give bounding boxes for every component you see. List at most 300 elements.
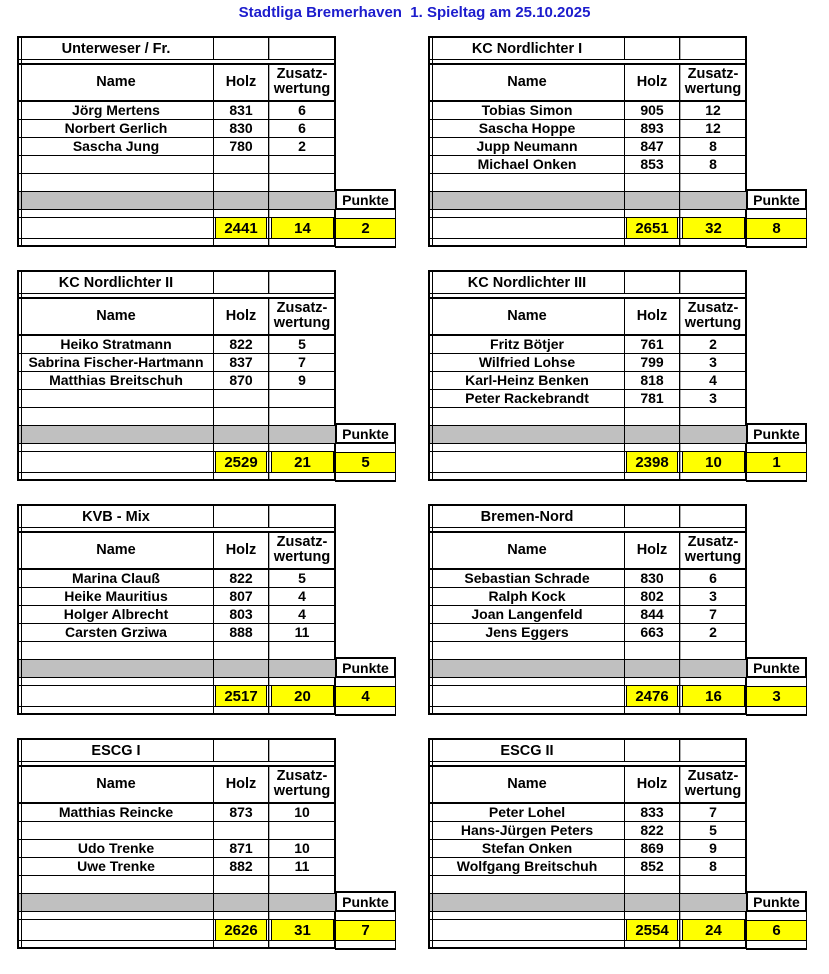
player-name-cell <box>19 876 214 893</box>
player-zusatz-cell <box>680 174 745 191</box>
total-holz-cell <box>625 218 680 238</box>
player-name-cell <box>430 642 625 659</box>
bottom-spacer-row <box>430 239 745 245</box>
player-zusatz-cell: 9 <box>269 372 334 389</box>
total-zusatz-value: 24 <box>682 920 745 940</box>
total-holz-cell <box>214 218 269 238</box>
column-header-name: Name <box>430 533 625 568</box>
column-header-name: Name <box>19 65 214 100</box>
player-zusatz-cell: 7 <box>680 606 745 623</box>
player-name-cell: Matthias Reincke <box>19 804 214 821</box>
gray-cell <box>430 894 625 912</box>
team-score-sheet <box>428 270 800 481</box>
player-zusatz-cell: 10 <box>269 804 334 821</box>
player-name-cell: Marina Clauß <box>19 570 214 587</box>
team-name: Unterweser / Fr. <box>19 38 214 59</box>
zusatz-header-line1: Zusatz- <box>687 768 739 784</box>
player-holz-cell <box>214 408 269 425</box>
punkte-bottom-cell <box>335 707 396 716</box>
player-name-cell: Sascha Jung <box>19 138 214 155</box>
total-holz-value: 2398 <box>626 452 678 472</box>
punkte-header: Punkte <box>746 891 807 912</box>
team-header-row <box>19 740 334 761</box>
column-header-row <box>19 65 334 102</box>
player-zusatz-cell: 10 <box>269 840 334 857</box>
total-holz-value: 2651 <box>626 218 678 238</box>
inner-left-rule <box>21 506 22 713</box>
player-row <box>19 588 334 606</box>
player-row <box>19 624 334 642</box>
empty-cell <box>269 444 335 451</box>
empty-cell <box>269 912 335 919</box>
summary-gray-row <box>430 425 800 445</box>
punkte-bottom-cell <box>746 239 807 248</box>
player-row <box>430 120 745 138</box>
gray-cell <box>430 426 625 444</box>
empty-cell <box>214 210 269 217</box>
punkte-header: Punkte <box>335 657 396 678</box>
empty-cell <box>269 473 335 479</box>
inner-left-rule <box>432 38 433 245</box>
gray-cell <box>680 426 746 444</box>
team-name: KC Nordlichter I <box>430 38 625 59</box>
player-holz-cell <box>214 822 269 839</box>
empty-cell <box>680 740 745 761</box>
totals-row <box>19 218 370 239</box>
column-header-name: Name <box>430 299 625 334</box>
empty-cell <box>625 272 680 293</box>
column-header-name: Name <box>430 767 625 802</box>
player-holz-cell: 822 <box>214 336 269 353</box>
player-zusatz-cell: 6 <box>269 120 334 137</box>
column-header-holz: Holz <box>214 533 269 568</box>
empty-cell <box>19 452 214 472</box>
team-score-sheet <box>428 36 800 247</box>
empty-cell <box>19 444 214 451</box>
column-header-holz: Holz <box>625 299 680 334</box>
zusatz-header-line1: Zusatz- <box>276 300 328 316</box>
player-zusatz-cell: 6 <box>680 570 745 587</box>
gray-cell <box>625 192 680 210</box>
team-table <box>17 36 389 247</box>
player-row <box>19 354 334 372</box>
empty-cell <box>214 272 269 293</box>
player-zusatz-cell: 4 <box>680 372 745 389</box>
team-name: ESCG I <box>19 740 214 761</box>
player-name-cell: Michael Onken <box>430 156 625 173</box>
player-holz-cell: 818 <box>625 372 680 389</box>
gray-cell <box>625 894 680 912</box>
team-header-row <box>430 740 745 761</box>
team-score-sheet <box>17 36 389 247</box>
team-table <box>428 738 800 949</box>
empty-cell <box>19 686 214 706</box>
zusatz-header-line1: Zusatz- <box>687 534 739 550</box>
total-zusatz-cell <box>269 920 335 940</box>
team-table <box>17 504 389 715</box>
spacer-row <box>430 678 745 686</box>
column-header-holz: Holz <box>214 299 269 334</box>
summary-gray-row <box>19 425 389 445</box>
spacer-row <box>19 210 334 218</box>
player-holz-cell: 844 <box>625 606 680 623</box>
zusatz-header-line2: wertung <box>273 549 331 565</box>
summary-gray-row <box>430 659 800 679</box>
player-holz-cell: 893 <box>625 120 680 137</box>
player-holz-cell: 869 <box>625 840 680 857</box>
player-row <box>430 606 745 624</box>
empty-cell <box>214 444 269 451</box>
player-zusatz-cell: 3 <box>680 354 745 371</box>
zusatz-header-line2: wertung <box>684 315 742 331</box>
player-zusatz-cell: 7 <box>269 354 334 371</box>
player-holz-cell: 803 <box>214 606 269 623</box>
empty-cell <box>269 272 334 293</box>
totals-row <box>430 218 781 239</box>
player-row <box>19 138 334 156</box>
player-row <box>430 408 745 426</box>
gray-cell <box>625 660 680 678</box>
player-holz-cell: 780 <box>214 138 269 155</box>
column-header-name: Name <box>19 533 214 568</box>
spacer-row <box>430 210 745 218</box>
summary-gray-row <box>19 191 389 211</box>
player-name-cell: Carsten Grziwa <box>19 624 214 641</box>
player-zusatz-cell: 2 <box>680 336 745 353</box>
total-zusatz-cell <box>680 452 746 472</box>
zusatz-header-line2: wertung <box>684 549 742 565</box>
punkte-value: 6 <box>746 920 807 941</box>
player-zusatz-cell <box>269 156 334 173</box>
player-name-cell <box>19 174 214 191</box>
punkte-header: Punkte <box>746 423 807 444</box>
spacer-row <box>430 912 745 920</box>
column-header-row <box>430 299 745 336</box>
team-header-row <box>19 38 334 59</box>
player-name-cell: Holger Albrecht <box>19 606 214 623</box>
player-zusatz-cell: 12 <box>680 102 745 119</box>
empty-cell <box>430 920 625 940</box>
player-zusatz-cell: 4 <box>269 588 334 605</box>
total-zusatz-cell <box>680 686 746 706</box>
gray-cell <box>269 192 335 210</box>
total-holz-value: 2529 <box>215 452 267 472</box>
empty-cell <box>19 473 214 479</box>
player-name-cell: Peter Rackebrandt <box>430 390 625 407</box>
gray-cell <box>625 426 680 444</box>
punkte-value: 5 <box>335 452 396 473</box>
column-header-holz: Holz <box>214 767 269 802</box>
player-holz-cell: 822 <box>625 822 680 839</box>
bottom-spacer-row <box>19 707 334 713</box>
empty-cell <box>19 941 214 947</box>
player-name-cell <box>19 156 214 173</box>
empty-cell <box>430 707 625 713</box>
player-row <box>19 840 334 858</box>
column-header-name: Name <box>19 767 214 802</box>
total-zusatz-cell <box>680 218 746 238</box>
player-name-cell: Wolfgang Breitschuh <box>430 858 625 875</box>
punkte-value: 2 <box>335 218 396 239</box>
empty-cell <box>625 941 680 947</box>
column-header-name: Name <box>19 299 214 334</box>
gray-cell <box>430 660 625 678</box>
team-table <box>428 36 800 247</box>
spacer-row <box>430 444 745 452</box>
zusatz-header-line2: wertung <box>273 315 331 331</box>
empty-cell <box>430 686 625 706</box>
punkte-value: 8 <box>746 218 807 239</box>
player-name-cell: Uwe Trenke <box>19 858 214 875</box>
player-holz-cell: 830 <box>625 570 680 587</box>
player-row <box>19 804 334 822</box>
player-holz-cell <box>214 156 269 173</box>
player-row <box>430 804 745 822</box>
empty-cell <box>680 444 746 451</box>
inner-left-rule <box>432 506 433 713</box>
player-name-cell: Peter Lohel <box>430 804 625 821</box>
punkte-bottom-cell <box>335 941 396 950</box>
player-row <box>430 840 745 858</box>
empty-cell <box>625 506 680 527</box>
team-name: KC Nordlichter III <box>430 272 625 293</box>
player-zusatz-cell: 8 <box>680 858 745 875</box>
total-holz-cell <box>214 452 269 472</box>
totals-row <box>19 920 370 941</box>
empty-cell <box>214 678 269 685</box>
player-row <box>430 624 745 642</box>
empty-cell <box>680 678 746 685</box>
totals-row <box>430 452 781 473</box>
gray-cell <box>680 894 746 912</box>
column-header-zusatzwertung <box>680 65 745 100</box>
player-row <box>430 372 745 390</box>
player-row <box>19 570 334 588</box>
team-name: KVB - Mix <box>19 506 214 527</box>
punkte-header: Punkte <box>746 657 807 678</box>
empty-cell <box>214 912 269 919</box>
player-row <box>430 138 745 156</box>
player-row <box>430 642 745 660</box>
player-name-cell: Norbert Gerlich <box>19 120 214 137</box>
column-header-holz: Holz <box>214 65 269 100</box>
player-zusatz-cell <box>680 408 745 425</box>
player-row <box>19 858 334 876</box>
total-holz-cell <box>214 686 269 706</box>
player-zusatz-cell: 9 <box>680 840 745 857</box>
team-table <box>428 270 800 481</box>
column-header-row <box>430 767 745 804</box>
inner-left-rule <box>21 272 22 479</box>
player-zusatz-cell: 5 <box>269 336 334 353</box>
player-zusatz-cell <box>269 876 334 893</box>
player-name-cell <box>430 408 625 425</box>
totals-row <box>430 920 781 941</box>
player-name-cell <box>430 876 625 893</box>
empty-cell <box>430 218 625 238</box>
bottom-spacer-row <box>19 941 334 947</box>
player-name-cell <box>430 174 625 191</box>
empty-cell <box>214 239 269 245</box>
total-holz-value: 2626 <box>215 920 267 940</box>
empty-cell <box>680 941 746 947</box>
empty-cell <box>214 38 269 59</box>
empty-cell <box>625 444 680 451</box>
player-name-cell: Jens Eggers <box>430 624 625 641</box>
total-zusatz-cell <box>269 452 335 472</box>
player-name-cell: Tobias Simon <box>430 102 625 119</box>
player-holz-cell <box>214 642 269 659</box>
empty-cell <box>19 239 214 245</box>
zusatz-header-line1: Zusatz- <box>687 66 739 82</box>
punkte-spacer-cell <box>746 912 807 920</box>
column-header-holz: Holz <box>625 767 680 802</box>
player-holz-cell: 837 <box>214 354 269 371</box>
zusatz-header-line2: wertung <box>684 783 742 799</box>
player-holz-cell <box>214 390 269 407</box>
total-holz-value: 2441 <box>215 218 267 238</box>
player-zusatz-cell: 8 <box>680 138 745 155</box>
gray-cell <box>214 192 269 210</box>
punkte-value: 7 <box>335 920 396 941</box>
column-header-zusatzwertung <box>269 299 334 334</box>
zusatz-header-line1: Zusatz- <box>276 768 328 784</box>
empty-cell <box>680 272 745 293</box>
player-row <box>430 588 745 606</box>
bottom-spacer-row <box>430 707 745 713</box>
empty-cell <box>214 506 269 527</box>
player-row <box>430 156 745 174</box>
team-table <box>428 504 800 715</box>
zusatz-header-line2: wertung <box>684 81 742 97</box>
player-zusatz-cell <box>680 876 745 893</box>
total-holz-cell <box>625 452 680 472</box>
gray-cell <box>680 660 746 678</box>
inner-left-rule <box>21 38 22 245</box>
punkte-spacer-cell <box>746 444 807 452</box>
team-name: Bremen-Nord <box>430 506 625 527</box>
total-zusatz-value: 10 <box>682 452 745 472</box>
empty-cell <box>269 38 334 59</box>
player-row <box>430 858 745 876</box>
player-name-cell: Sebastian Schrade <box>430 570 625 587</box>
empty-cell <box>430 941 625 947</box>
gray-cell <box>19 894 214 912</box>
team-score-sheet <box>17 738 389 949</box>
player-holz-cell: 781 <box>625 390 680 407</box>
team-table <box>17 270 389 481</box>
empty-cell <box>680 210 746 217</box>
empty-cell <box>269 210 335 217</box>
empty-cell <box>680 707 746 713</box>
summary-gray-row <box>19 893 389 913</box>
gray-cell <box>214 660 269 678</box>
team-score-sheet <box>17 504 389 715</box>
empty-cell <box>269 239 335 245</box>
empty-cell <box>214 473 269 479</box>
empty-cell <box>430 452 625 472</box>
empty-cell <box>19 678 214 685</box>
team-header-row <box>430 272 745 293</box>
player-name-cell: Jupp Neumann <box>430 138 625 155</box>
player-holz-cell <box>625 876 680 893</box>
player-holz-cell <box>214 876 269 893</box>
empty-cell <box>430 210 625 217</box>
spacer-row <box>19 678 334 686</box>
empty-cell <box>625 473 680 479</box>
page-title: Stadtliga Bremerhaven 1. Spieltag am 25.10.2025 <box>238 4 591 21</box>
player-zusatz-cell: 3 <box>680 390 745 407</box>
player-row <box>19 372 334 390</box>
empty-cell <box>269 740 334 761</box>
column-header-zusatzwertung <box>269 65 334 100</box>
punkte-bottom-cell <box>335 239 396 248</box>
empty-cell <box>625 912 680 919</box>
player-name-cell <box>19 408 214 425</box>
zusatz-header-line1: Zusatz- <box>276 534 328 550</box>
team-score-sheet <box>17 270 389 481</box>
empty-cell <box>214 941 269 947</box>
empty-cell <box>680 239 746 245</box>
empty-cell <box>625 38 680 59</box>
summary-gray-row <box>19 659 389 679</box>
empty-cell <box>625 740 680 761</box>
empty-cell <box>430 678 625 685</box>
punkte-header: Punkte <box>746 189 807 210</box>
empty-cell <box>625 239 680 245</box>
player-row <box>430 876 745 894</box>
player-holz-cell: 822 <box>214 570 269 587</box>
empty-cell <box>430 239 625 245</box>
player-name-cell: Matthias Breitschuh <box>19 372 214 389</box>
zusatz-header-line2: wertung <box>273 783 331 799</box>
gray-cell <box>680 192 746 210</box>
total-holz-cell <box>625 686 680 706</box>
spacer-row <box>19 912 334 920</box>
player-holz-cell: 831 <box>214 102 269 119</box>
gray-cell <box>214 894 269 912</box>
column-header-zusatzwertung <box>269 533 334 568</box>
player-zusatz-cell <box>269 642 334 659</box>
player-row <box>19 822 334 840</box>
totals-row <box>19 686 370 707</box>
team-score-sheet <box>428 738 800 949</box>
team-name: KC Nordlichter II <box>19 272 214 293</box>
total-zusatz-value: 16 <box>682 686 745 706</box>
empty-cell <box>214 740 269 761</box>
player-row <box>430 102 745 120</box>
gray-cell <box>19 660 214 678</box>
total-holz-value: 2476 <box>626 686 678 706</box>
bottom-spacer-row <box>430 941 745 947</box>
gray-cell <box>430 192 625 210</box>
team-header-row <box>19 272 334 293</box>
player-holz-cell: 807 <box>214 588 269 605</box>
empty-cell <box>214 707 269 713</box>
player-zusatz-cell: 6 <box>269 102 334 119</box>
player-row <box>19 408 334 426</box>
player-name-cell: Heiko Stratmann <box>19 336 214 353</box>
player-holz-cell: 847 <box>625 138 680 155</box>
player-holz-cell: 871 <box>214 840 269 857</box>
player-name-cell <box>19 822 214 839</box>
column-header-zusatzwertung <box>680 533 745 568</box>
punkte-header: Punkte <box>335 189 396 210</box>
punkte-value: 3 <box>746 686 807 707</box>
punkte-bottom-cell <box>335 473 396 482</box>
inner-left-rule <box>432 740 433 947</box>
total-zusatz-cell <box>269 218 335 238</box>
